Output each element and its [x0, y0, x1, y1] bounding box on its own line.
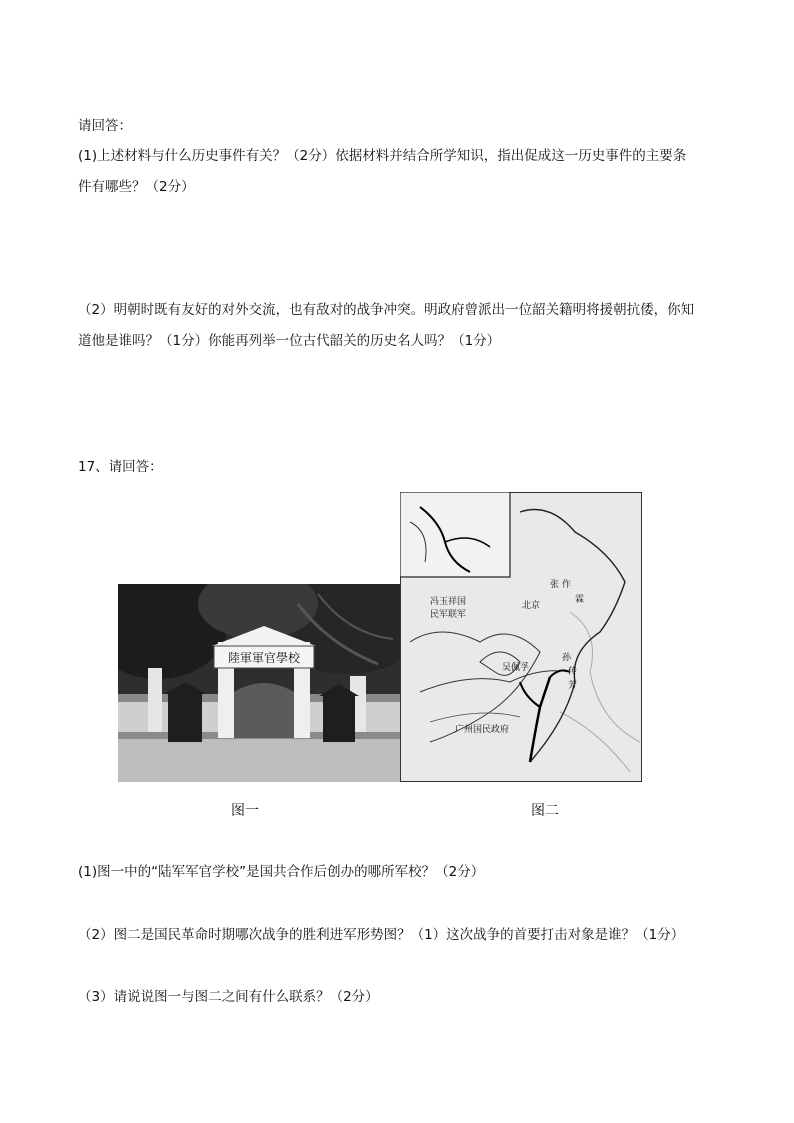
map-label-feng2: 民军联军 — [430, 610, 467, 620]
q16-part2-line2: 道他是谁吗？（1分）你能再列举一位古代韶关的历史名人吗？（1分） — [78, 333, 501, 349]
map-label-zhang2: 霖 — [575, 595, 585, 605]
map-label-beijing: 北京 — [522, 601, 541, 611]
q16-part2-line1: （2）明朝时既有友好的对外交流，也有敌对的战争冲突。明政府曾派出一位韶关籍明将援朝抗倭，你知 — [78, 302, 695, 318]
northern-expedition-map — [400, 492, 642, 782]
map-label-zhang: 张 作 — [550, 580, 571, 590]
map-label-sun3: 芳 — [568, 681, 578, 691]
map-label-sun2: 传 — [568, 667, 578, 677]
academy-gate-photo — [118, 584, 400, 782]
map-label-guangzhou: 广州国民政府 — [455, 725, 510, 735]
figure-2-caption: 图二 — [531, 803, 559, 819]
q16-part1-line1: (1)上述材料与什么历史事件有关？（2分）依据材料并结合所学知识，指出促成这一历史事件的主要条 — [78, 148, 687, 164]
gate-sign-text: 陸軍軍官學校 — [227, 651, 301, 665]
q16-prompt: 请回答： — [78, 118, 132, 134]
map-label-sun1: 孙 — [562, 653, 572, 663]
q17-part1: (1)图一中的“陆军军官学校”是国共合作后创办的哪所军校？（2分） — [78, 864, 485, 880]
q17-part2: （2）图二是国民革命时期哪次战争的胜利进军形势图？（1）这次战争的首要打击对象是谁？（1分） — [78, 927, 685, 943]
map-label-feng1: 冯玉祥国 — [430, 597, 467, 607]
q17-heading: 17、请回答： — [78, 459, 163, 475]
map-label-wu: 吴佩孚 — [502, 663, 530, 673]
q17-part3: （3）请说说图一与图二之间有什么联系？（2分） — [78, 989, 379, 1005]
q16-part1-line2: 件有哪些？（2分） — [78, 179, 195, 195]
figure-1-caption: 图一 — [231, 803, 259, 819]
